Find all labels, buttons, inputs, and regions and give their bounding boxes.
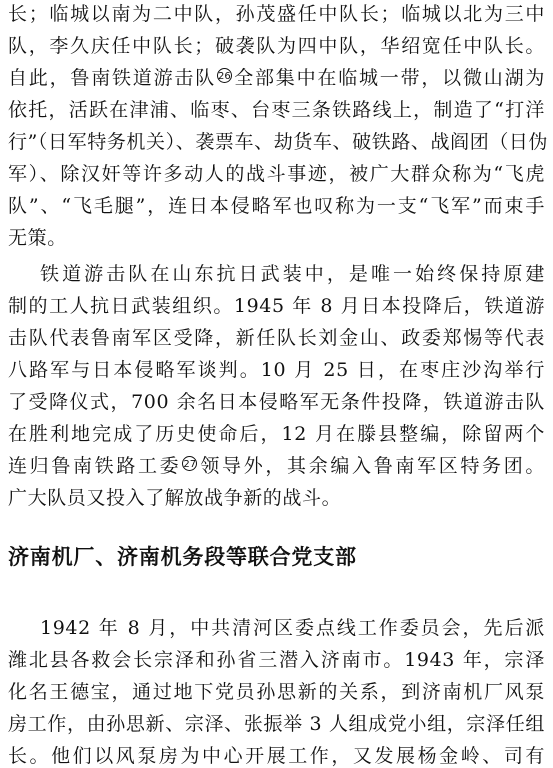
text-segment: 连归鲁南铁路工委 [8,455,182,477]
text-line: 在胜利地完成了历史使命后，12 月在滕县整编，除留两个 [8,423,545,445]
footnote-marker: 26 [217,68,232,83]
text-line [8,454,545,478]
text-line: 潍北县各救会长宗泽和孙省三潜入济南市。1943 年，宗泽 [8,649,545,671]
text-line: 了受降仪式，700 余名日本侵略军无条件投降，铁道游击队 [8,391,545,413]
text-line: 长；临城以南为二中队，孙茂盛任中队长；临城以北为三中 [8,3,545,25]
text-line: 队”、“飞毛腿”，连日本侵略军也叹称为一支“飞军”而束手 [8,195,545,217]
text-line: 无策。 [8,227,67,249]
text-line: 化名王德宝，通过地下党员孙思新的关系，到济南机厂风泵 [8,681,545,703]
text-line: 制的工人抗日武装组织。1945 年 8 月日本投降后，铁道游 [8,295,545,317]
text-segment: 领导外，其余编入鲁南军区特务团。 [198,455,545,477]
text-line: 铁道游击队在山东抗日武装中，是唯一始终保持原建 [40,263,545,285]
text-line: 八路军与日本侵略军谈判。10 月 25 日，在枣庄沙沟举行 [8,359,545,381]
text-line: 房工作，由孙思新、宗泽、张振举 3 人组成党小组，宗泽任组 [8,713,545,735]
text-line: 队，李久庆任中队长；破袭队为四中队，华绍宽任中队长。 [8,35,545,57]
footnote-marker: 27 [182,456,197,471]
text-line: 行”（日军特务机关）、袭票车、劫货车、破铁路、战阎团（日伪 [8,131,549,153]
text-line [8,66,545,90]
text-line: 广大队员又投入了解放战争新的战斗。 [8,487,342,509]
text-segment: 全部集中在临城一带，以微山湖为 [233,67,545,89]
text-line: 依托，活跃在津浦、临枣、台枣三条铁路线上，制造了“打洋 [8,99,545,121]
text-line: 击队代表鲁南军区受降，新任队长刘金山、政委郑惕等代表 [8,327,545,349]
text-line: 军）、除汉奸等许多动人的战斗事迹，被广大群众称为“飞虎 [8,163,545,185]
section-heading: 济南机厂、济南机务段等联合党支部 [8,545,357,569]
text-segment: 自此，鲁南铁道游击队 [8,67,216,89]
text-line: 长。他们以风泵房为中心开展工作，又发展杨金岭、司有 [8,745,545,767]
text-line: 1942 年 8 月，中共清河区委点线工作委员会，先后派 [40,617,545,639]
